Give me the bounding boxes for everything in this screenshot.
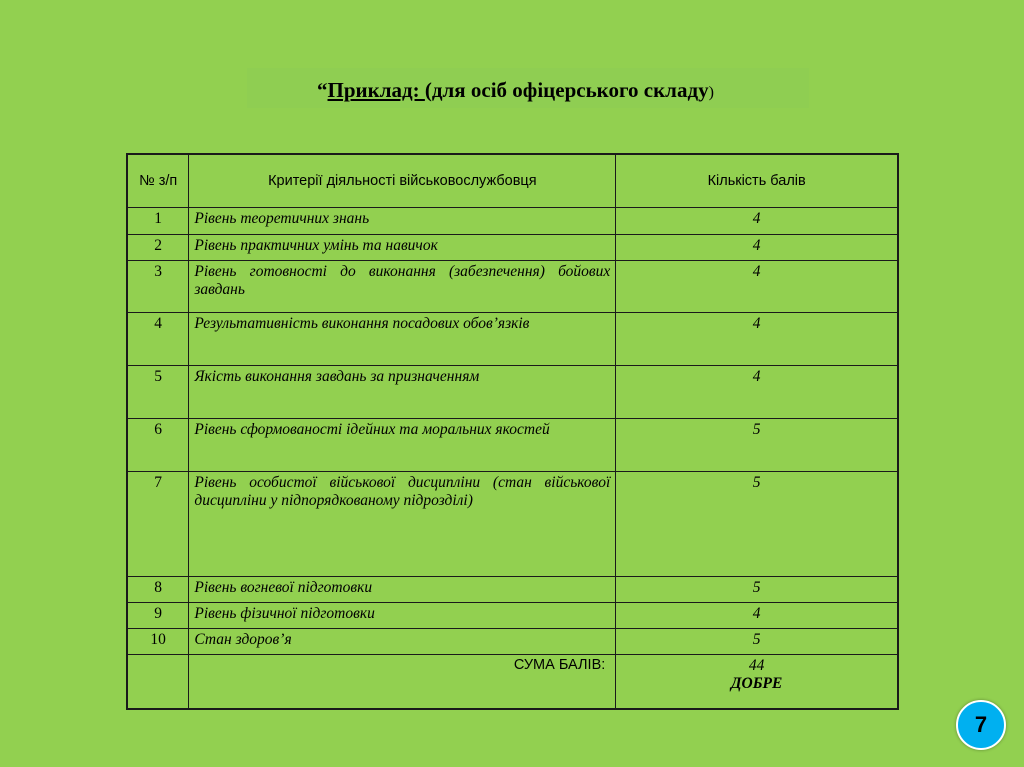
title-quote: “ (317, 78, 328, 102)
row-criterion: Рівень вогневої підготовки (189, 577, 616, 603)
row-score: 4 (616, 208, 898, 235)
row-criterion: Стан здоров’я (189, 629, 616, 655)
row-score: 4 (616, 313, 898, 366)
row-score: 5 (616, 577, 898, 603)
row-number: 1 (127, 208, 189, 235)
title-example: Приклад: (327, 78, 425, 102)
row-criterion: Рівень особистої військової дисципліни (стан військової дисципліни у підпорядкованому підрозділі) (189, 472, 616, 577)
row-criterion: Якість виконання завдань за призначенням (189, 366, 616, 419)
row-score: 5 (616, 472, 898, 577)
row-score: 4 (616, 603, 898, 629)
table-row (127, 366, 898, 419)
page-number-badge: 7 (956, 700, 1006, 750)
row-number: 8 (127, 577, 189, 603)
row-criterion: Рівень сформованості ідейних та моральних якостей (189, 419, 616, 472)
sum-empty-cell (127, 655, 189, 709)
row-score: 4 (616, 261, 898, 313)
table-row (127, 419, 898, 472)
sum-total: 44 (748, 657, 765, 674)
table-row (127, 261, 898, 313)
row-number: 6 (127, 419, 189, 472)
row-criterion: Результативність виконання посадових обов’язків (189, 313, 616, 366)
table-row (127, 235, 898, 261)
header-points: Кількість балів (616, 154, 898, 208)
sum-row (127, 655, 898, 709)
table-header-row (127, 154, 898, 208)
row-score: 5 (616, 629, 898, 655)
table-row (127, 313, 898, 366)
title-subject: (для осіб офіцерського складу (424, 78, 709, 102)
table-row (127, 603, 898, 629)
title-closing: ) (708, 84, 714, 101)
slide-title (247, 68, 809, 108)
row-number: 5 (127, 366, 189, 419)
sum-value-cell (616, 655, 898, 709)
row-criterion: Рівень теоретичних знань (189, 208, 616, 235)
row-criterion: Рівень готовності до виконання (забезпечення) бойових завдань (189, 261, 616, 313)
sum-grade: ДОБРЕ (730, 675, 783, 692)
criteria-table (126, 153, 899, 710)
sum-label: СУМА БАЛІВ: (189, 655, 616, 709)
row-score: 5 (616, 419, 898, 472)
table-row (127, 208, 898, 235)
table-row (127, 472, 898, 577)
row-number: 4 (127, 313, 189, 366)
row-score: 4 (616, 366, 898, 419)
table-row (127, 577, 898, 603)
row-score: 4 (616, 235, 898, 261)
row-number: 7 (127, 472, 189, 577)
row-criterion: Рівень практичних умінь та навичок (189, 235, 616, 261)
header-number: № з/п (127, 154, 189, 208)
header-criteria: Критерії діяльності військовослужбовця (189, 154, 616, 208)
row-number: 9 (127, 603, 189, 629)
row-number: 10 (127, 629, 189, 655)
row-criterion: Рівень фізичної підготовки (189, 603, 616, 629)
row-number: 3 (127, 261, 189, 313)
row-number: 2 (127, 235, 189, 261)
table-row (127, 629, 898, 655)
